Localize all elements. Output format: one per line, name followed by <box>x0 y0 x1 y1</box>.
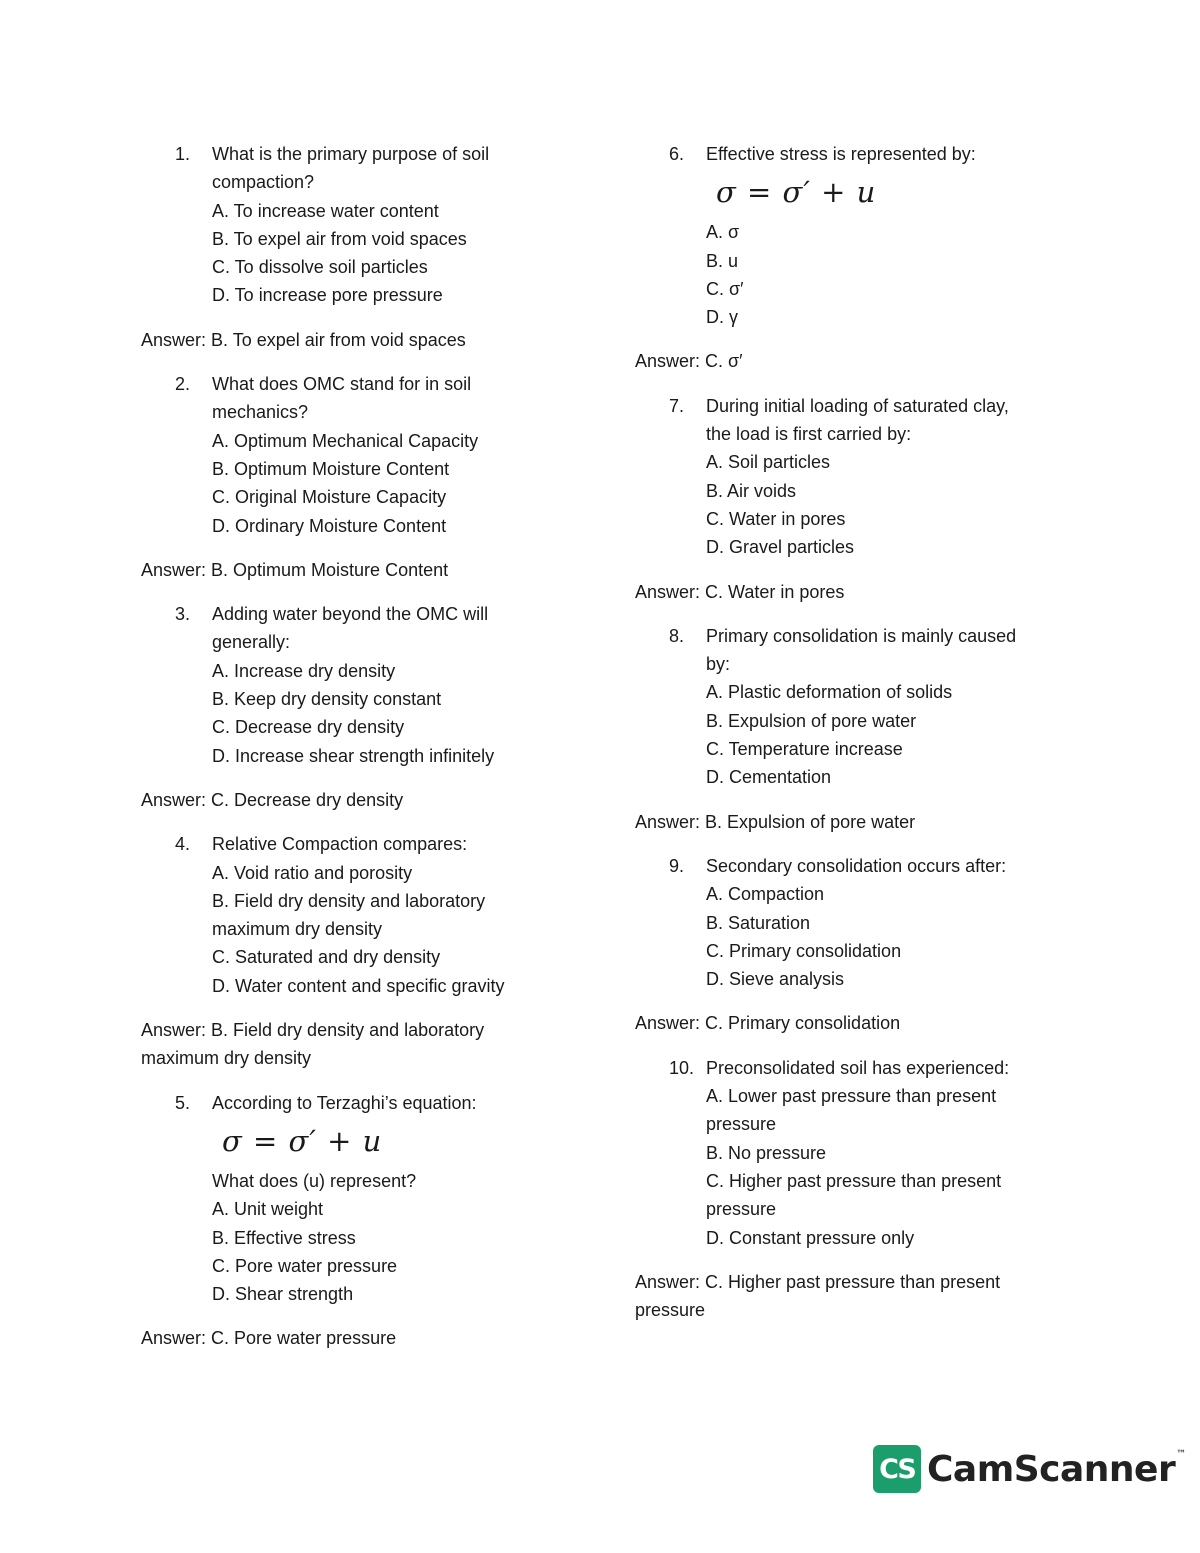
question-number: 8. <box>669 625 685 646</box>
question-text: Adding water beyond the OMC will <box>212 604 489 625</box>
trademark: ™ <box>1176 1448 1186 1460</box>
answer-option: C. Decrease dry density <box>212 717 405 738</box>
answer-option: A. Unit weight <box>212 1199 324 1220</box>
answer-option: A. To increase water content <box>212 200 439 221</box>
question-text: During initial loading of saturated clay, <box>706 395 1009 416</box>
question-block <box>141 600 571 814</box>
answer-option: D. γ <box>706 307 739 328</box>
answer-option: A. Increase dry density <box>212 660 396 681</box>
answer-text: Answer: B. Field dry density and laboratory <box>141 1020 485 1041</box>
answer-text: Answer: C. Pore water pressure <box>141 1328 397 1349</box>
answer-text: Answer: C. Primary consolidation <box>635 1013 901 1034</box>
answer-option: B. No pressure <box>706 1142 827 1163</box>
question <box>141 830 571 1000</box>
answer-text: Answer: C. Higher past pressure than present <box>635 1271 1001 1292</box>
answer-option: A. Plastic deformation of solids <box>706 682 953 703</box>
answer-option: A. Compaction <box>706 884 825 905</box>
answer-line <box>635 1268 1065 1325</box>
question-number: 9. <box>669 855 685 876</box>
question-block <box>635 622 1065 836</box>
answer-line <box>635 578 1065 606</box>
question-block <box>141 830 571 1072</box>
question-number: 6. <box>669 144 685 164</box>
answer-text: Answer: B. To expel air from void spaces <box>141 329 466 350</box>
question-text: Primary consolidation is mainly caused <box>706 625 1017 646</box>
question <box>141 600 571 770</box>
question-number: 7. <box>669 395 685 416</box>
question-text: mechanics? <box>212 402 309 423</box>
question-text: Preconsolidated soil has experienced: <box>706 1057 1010 1078</box>
answer-option: C. Pore water pressure <box>212 1255 398 1276</box>
answer-line <box>635 347 1065 375</box>
answer-option: D. To increase pore pressure <box>212 285 443 306</box>
answer-option: D. Ordinary Moisture Content <box>212 515 447 536</box>
question-number: 1. <box>175 144 191 164</box>
question-text: What is the primary purpose of soil <box>212 144 490 164</box>
question <box>635 622 1065 792</box>
answer-option: D. Gravel particles <box>706 537 855 558</box>
question-text: generally: <box>212 632 291 653</box>
answer-option: C. σ′ <box>706 278 744 299</box>
logo-wordmark: CamScanner <box>927 1448 1176 1490</box>
answer-option: C. Primary consolidation <box>706 940 902 961</box>
answer-line <box>141 1324 571 1352</box>
answer-option: B. Air voids <box>706 480 797 501</box>
question-block <box>635 392 1065 606</box>
answer-option: D. Cementation <box>706 767 832 788</box>
question-text: Secondary consolidation occurs after: <box>706 855 1007 876</box>
answer-line <box>635 808 1065 836</box>
answer-line <box>635 1009 1065 1037</box>
question-text: the load is first carried by: <box>706 424 912 445</box>
answer-option: maximum dry density <box>212 919 383 940</box>
question-number: 10. <box>669 1057 695 1078</box>
answer-option: A. Lower past pressure than present <box>706 1086 997 1107</box>
logo-text <box>927 1449 1186 1490</box>
answer-option: B. To expel air from void spaces <box>212 228 467 249</box>
answer-option: A. Soil particles <box>706 452 831 473</box>
question <box>635 1054 1065 1252</box>
answer-line <box>141 1016 571 1073</box>
question <box>141 370 571 540</box>
answer-option: pressure <box>706 1114 777 1135</box>
answer-text: pressure <box>635 1300 706 1321</box>
answer-option: B. Expulsion of pore water <box>706 710 917 731</box>
question <box>141 140 571 310</box>
answer-option: D. Increase shear strength infinitely <box>212 745 495 766</box>
equation: σ = σ′ + u <box>716 175 877 210</box>
answer-option: A. Optimum Mechanical Capacity <box>212 430 479 451</box>
question-text: Relative Compaction compares: <box>212 834 468 855</box>
question-number: 4. <box>175 834 191 855</box>
answer-option: B. Field dry density and laboratory <box>212 890 486 911</box>
answer-option: D. Constant pressure only <box>706 1227 915 1248</box>
question-number: 2. <box>175 374 191 395</box>
question-block <box>141 1089 571 1353</box>
answer-line <box>141 556 571 584</box>
answer-line <box>141 326 571 354</box>
answer-text: Answer: B. Optimum Moisture Content <box>141 559 449 580</box>
answer-text: Answer: C. σ′ <box>635 351 743 372</box>
answer-text: maximum dry density <box>141 1048 312 1069</box>
answer-option: D. Water content and specific gravity <box>212 975 505 996</box>
answer-option: C. Saturated and dry density <box>212 947 441 968</box>
question-block <box>141 370 571 584</box>
answer-option: C. Higher past pressure than present <box>706 1170 1002 1191</box>
question-text: by: <box>706 654 731 675</box>
question <box>635 140 1065 331</box>
question-number: 3. <box>175 604 191 625</box>
right-column <box>635 140 1065 1340</box>
question-text: According to Terzaghi’s equation: <box>212 1092 477 1113</box>
answer-option: B. Saturation <box>706 912 811 933</box>
answer-text: Answer: C. Water in pores <box>635 581 845 602</box>
question-text: compaction? <box>212 172 315 193</box>
question <box>141 1089 571 1309</box>
answer-option: C. Water in pores <box>706 508 846 529</box>
question-block <box>635 140 1065 376</box>
answer-option: C. Temperature increase <box>706 739 903 760</box>
answer-option: C. Original Moisture Capacity <box>212 487 447 508</box>
left-column <box>141 140 571 1369</box>
answer-option: A. σ <box>706 222 740 243</box>
camscanner-logo-icon <box>873 1445 921 1493</box>
answer-text: Answer: C. Decrease dry density <box>141 789 404 810</box>
answer-option: A. Void ratio and porosity <box>212 862 413 883</box>
logo-mark-text: CS <box>879 1453 915 1485</box>
question-subtext: What does (u) represent? <box>212 1170 417 1191</box>
answer-option: B. u <box>706 250 739 271</box>
question <box>635 852 1065 993</box>
question-number: 5. <box>175 1092 191 1113</box>
answer-text: Answer: B. Expulsion of pore water <box>635 811 916 832</box>
answer-option: C. To dissolve soil particles <box>212 257 428 278</box>
equation: σ = σ′ + u <box>222 1123 383 1158</box>
question-block <box>141 140 571 354</box>
answer-option: pressure <box>706 1199 777 1220</box>
answer-line <box>141 786 571 814</box>
question-text: Effective stress is represented by: <box>706 144 976 164</box>
question-block <box>635 1054 1065 1325</box>
answer-option: B. Optimum Moisture Content <box>212 458 450 479</box>
answer-option: B. Keep dry density constant <box>212 689 442 710</box>
question <box>635 392 1065 562</box>
answer-option: D. Sieve analysis <box>706 969 845 990</box>
question-text: What does OMC stand for in soil <box>212 374 472 395</box>
camscanner-logo <box>873 1444 1186 1494</box>
question-block <box>635 852 1065 1038</box>
answer-option: B. Effective stress <box>212 1227 356 1248</box>
answer-option: D. Shear strength <box>212 1284 354 1305</box>
